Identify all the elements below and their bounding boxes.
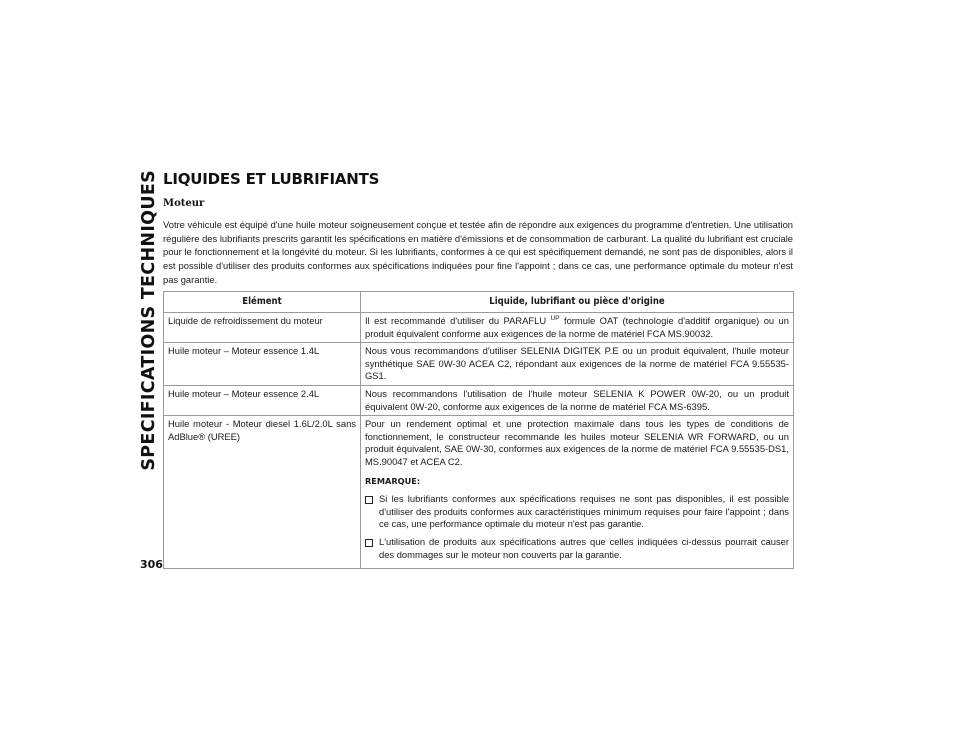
- note-item: [365, 536, 789, 561]
- note-text: Si les lubrifiants conformes aux spécifications requises ne sont pas disponibles, il est possible d'utiliser des produits conformes aux caractéristiques minimum requises pour faire l'appoint ; dans ce cas, une performance optimale du moteur n'est pas garantie.: [379, 493, 789, 530]
- fluids-table: [163, 291, 794, 570]
- spec-text: Pour un rendement optimal et une protection maximale dans tous les types de conditions de fonctionnement, le constructeur recommande les huiles moteur SELENIA WR FORWARD, ou un produit équivalent, SAE 0W-30, conformes aux exigences de la norme de matériel FCA 9.55535-DS1, MS.90047 et ACEA C2.: [365, 418, 789, 468]
- page-title: LIQUIDES ET LUBRIFIANTS: [163, 170, 380, 188]
- note-item: [365, 493, 789, 531]
- cell-spec: [361, 416, 794, 569]
- spec-superscript: UP: [550, 315, 560, 323]
- cell-spec: Nous recommandons l'utilisation de l'huile moteur SELENIA K POWER 0W-20, ou un produit équivalent 0W-20, conforme aux exigences de la norme de matériel FCA MS-6395.: [361, 386, 794, 416]
- cell-spec: [361, 313, 794, 343]
- checkbox-bullet-icon: [365, 539, 373, 547]
- intro-paragraph: Votre véhicule est équipé d'une huile moteur soigneusement conçue et testée afin de répondre aux exigences du programme d'entretien. Une utilisation régulière des lubrifiants prescrits garantit les spécifications en matière d'émissions et de consommation de carburant. La qualité du lubrifiant est cruciale pour le fonctionnement et la longévité du moteur. Si les lubrifiants, conformes à ce qui est spécifiquement demandé, ne sont pas de disponibles, alors il est possible d'utiliser des produits conformes aux spécifications indiquées pour fine l'appoint ; dans ce cas, une performance optimale du moteur n'est pas garantie.: [163, 219, 793, 285]
- cell-element: Liquide de refroidissement du moteur: [164, 313, 361, 343]
- page-number: 306: [140, 558, 163, 571]
- spec-text: Il est recommandé d'utiliser du PARAFLU: [365, 315, 551, 327]
- column-header-element: Elément: [164, 291, 361, 313]
- cell-element: Huile moteur – Moteur essence 2.4L: [164, 386, 361, 416]
- section-side-tab-label: SPECIFICATIONS TECHNIQUES: [139, 170, 159, 471]
- table-row: [164, 313, 794, 343]
- table-row: [164, 386, 794, 416]
- note-title: REMARQUE:: [365, 475, 421, 486]
- note-text: L'utilisation de produits aux spécifications autres que celles indiquées ci-dessus pourrait causer des dommages sur le moteur non couverts par la garantie.: [379, 536, 789, 560]
- table-row: [164, 416, 794, 569]
- checkbox-bullet-icon: [365, 496, 373, 504]
- column-header-fluid: Liquide, lubrifiant ou pièce d'origine: [361, 291, 794, 313]
- table-header-row: [164, 291, 794, 313]
- table-row: [164, 343, 794, 386]
- section-subtitle: Moteur: [163, 198, 205, 209]
- section-side-tab: [138, 170, 160, 558]
- cell-element: Huile moteur - Moteur diesel 1.6L/2.0L sans AdBlue® (UREE): [164, 416, 361, 569]
- cell-element: Huile moteur – Moteur essence 1.4L: [164, 343, 361, 386]
- cell-spec: Nous vous recommandons d'utiliser SELENIA DIGITEK P.E ou un produit équivalent, l'huile moteur synthétique SAE 0W-30 ACEA C2, répondant aux exigences de la norme de matériel FCA 9.55535-GS1.: [361, 343, 794, 386]
- page-content: [163, 170, 793, 569]
- spec-text: formule OAT (technologie d'additif organique) ou un produit équivalent conforme aux exigences de la norme de matériel FCA MS.90032.: [365, 315, 789, 339]
